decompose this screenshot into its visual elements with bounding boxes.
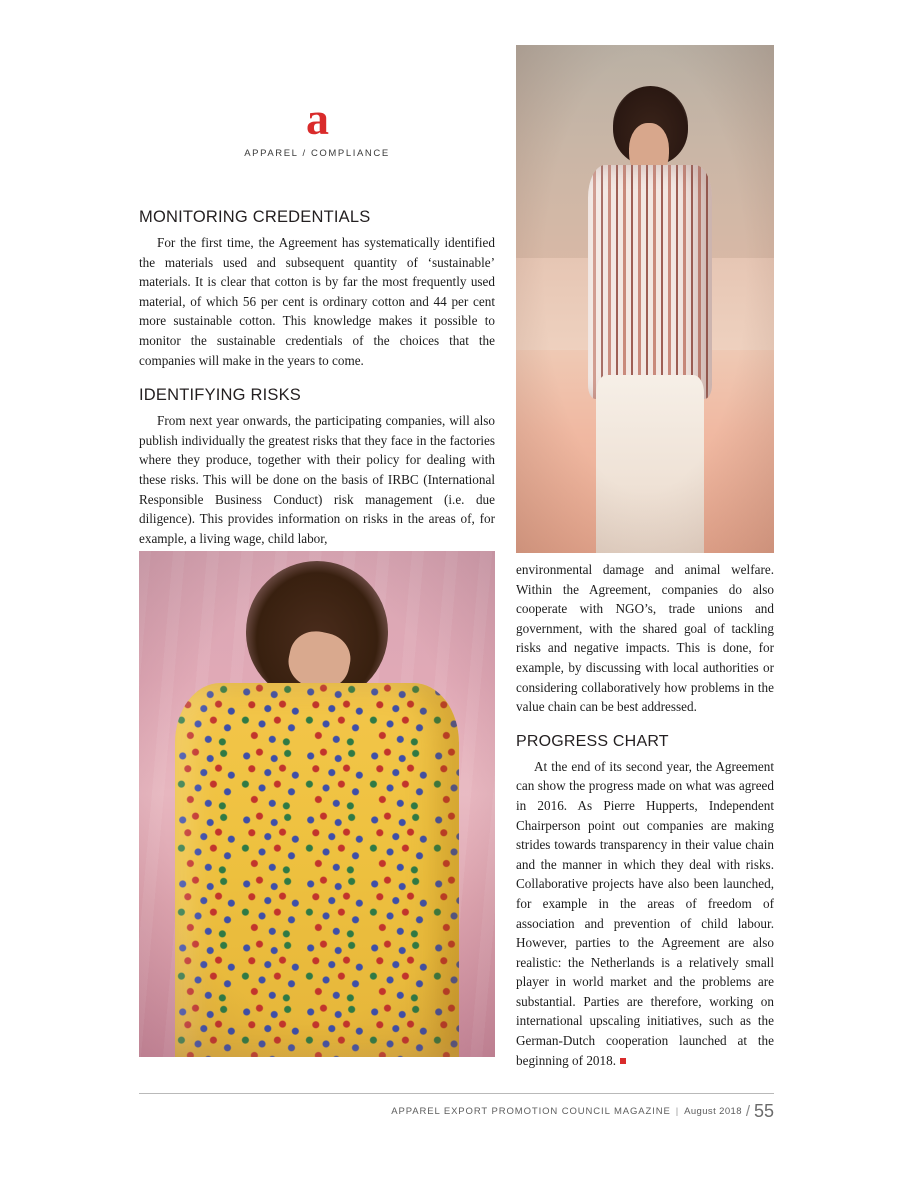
- masthead-label-secondary: COMPLIANCE: [310, 148, 390, 159]
- footer-separator: |: [675, 1106, 680, 1117]
- photo-model-striped-shirt: [516, 45, 774, 553]
- photo-vignette: [139, 551, 495, 1057]
- footer-issue: August 2018: [684, 1106, 742, 1117]
- footer-slash: /: [745, 1103, 751, 1120]
- end-mark-icon: [620, 1058, 626, 1064]
- heading-monitoring-credentials: MONITORING CREDENTIALS: [139, 208, 371, 226]
- paragraph-progress-chart: [516, 757, 774, 1071]
- masthead-label-slash: /: [302, 148, 307, 159]
- heading-identifying-risks: IDENTIFYING RISKS: [139, 386, 302, 405]
- left-column: [139, 208, 495, 548]
- photo-model-floral-shirt: [139, 551, 495, 1057]
- apparel-logo-icon: a: [306, 93, 328, 144]
- photo-vignette: [516, 45, 774, 553]
- page-footer: [139, 1093, 774, 1122]
- paragraph-continued: environmental damage and animal welfare. Within the Agreement, companies do also cooperate with NGO’s, trade unions and government, with the shared goal of tackling risks and negative impacts. This is done, for example, by discussing with local authorities or considering collaboratively how problems in the value chain can be best addressed.: [516, 562, 774, 715]
- masthead-label-primary: APPAREL: [244, 148, 299, 159]
- heading-progress-chart: PROGRESS CHART: [516, 732, 669, 750]
- footer-publication: APPAREL EXPORT PROMOTION COUNCIL MAGAZINE: [391, 1106, 671, 1117]
- right-column: [516, 560, 774, 1070]
- paragraph-identifying-risks: From next year onwards, the participating companies, will also publish individually the greatest risks that they face in the factories where they produce, together with their policy for dealing with these risks. This will be done on the basis of IRBC (International Responsible Business Conduct) risk management (i.e. due diligence). This provides information on risks in the areas of, for example, a living wage, child labor,: [139, 413, 495, 546]
- paragraph-progress-chart-text: At the end of its second year, the Agreement can show the progress made on what was agreed in 2016. As Pierre Hupperts, Independent Chairperson point out companies are making strides towards transparency in their value chain and the manner in which they deal with risks. Collaborative projects have also been launched, for example in the areas of freedom of association and prevention of child labour. However, parties to the Agreement are also realistic: the Netherlands is a relatively small player in world market and the problems are substantial. Parties are therefore, working on international upscaling initiatives, such as the German-Dutch cooperation launched at the beginning of 2018.: [516, 758, 774, 1068]
- paragraph-monitoring-credentials: For the first time, the Agreement has systematically identified the materials used and subsequent quantity of ‘sustainable’ materials. It is clear that cotton is by far the most frequently used material, of which 56 per cent is ordinary cotton and 44 per cent more sustainable cotton. This knowledge makes it possible to monitor the sustainable credentials of the choices that the companies will make in the years to come.: [139, 235, 495, 368]
- masthead-label: [139, 148, 495, 159]
- footer-page-number: 55: [753, 1101, 774, 1121]
- masthead: [139, 93, 495, 159]
